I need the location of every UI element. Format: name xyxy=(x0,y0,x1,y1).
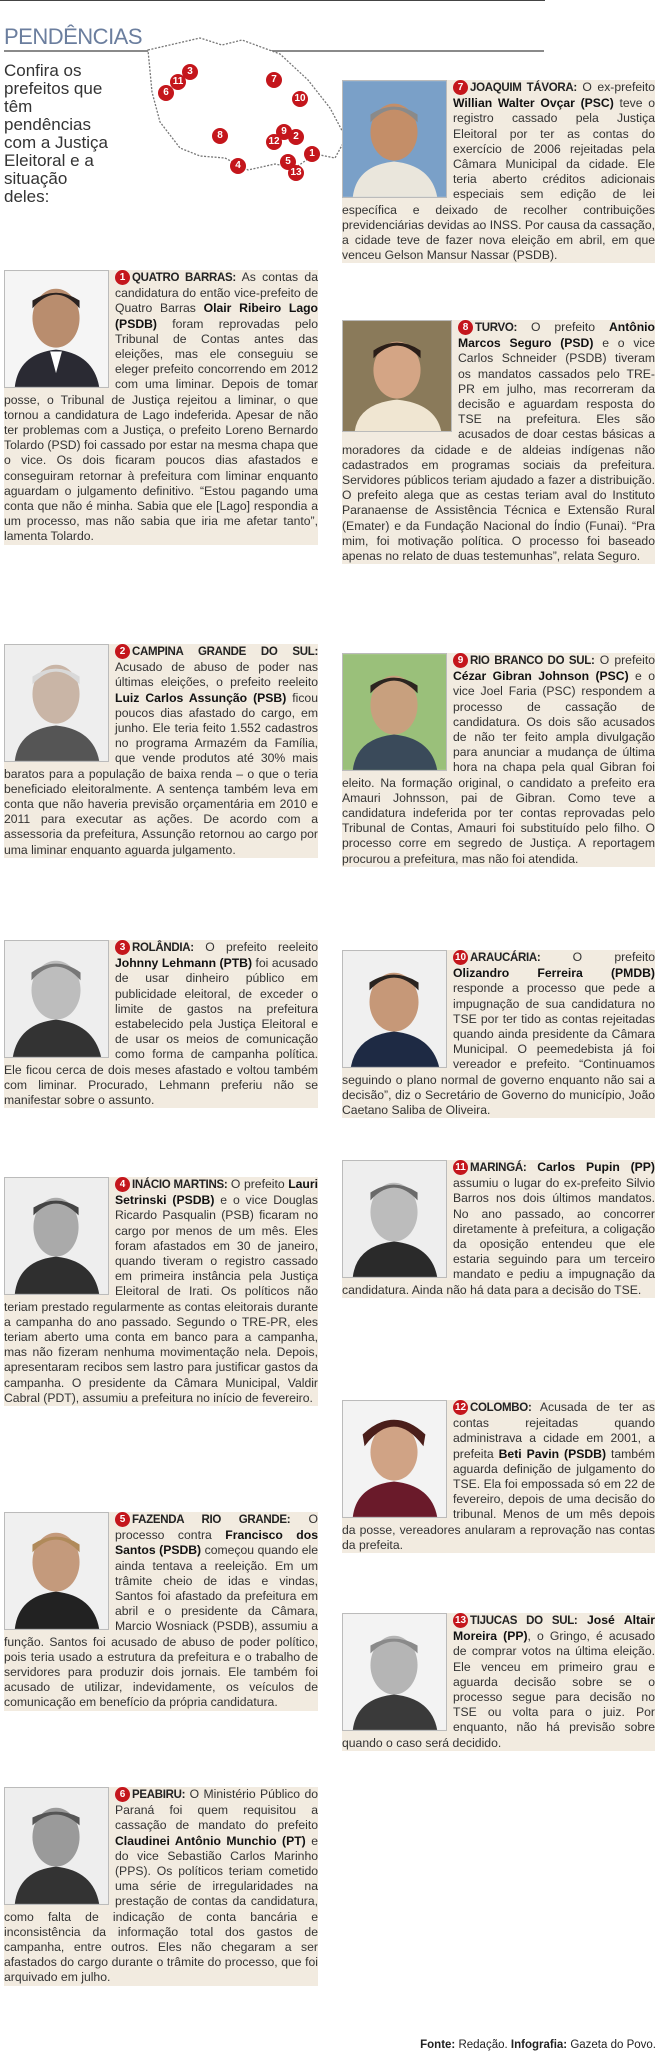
text-before: O prefeito reeleito xyxy=(205,940,318,954)
text-after: ficou poucos dias afastado do cargo, em junho. Ele teria feito 1.552 cadastros no programa Armazém da Família, que vende produtos até 30% mais baratos para a população de baixa renda – o que o teria beneficiado eleitoralmente. A sentença também leva em conta que não haveria previsão orçamentária em 2010 e 2011 para executar as ações. De acordo com a assessoria da prefeitura, Assunção retornou ao cargo por uma liminar enquanto aguarda julgamento. xyxy=(4,690,318,857)
map-pin-6: 6 xyxy=(158,85,174,101)
badge-number: 4 xyxy=(115,1177,130,1192)
badge-number: 6 xyxy=(115,1787,130,1802)
mayor-name: Willian Walter Ovçar (PSC) xyxy=(453,96,614,111)
card-9 xyxy=(342,653,655,867)
city-label: ARAUCÁRIA: xyxy=(470,952,541,964)
text-before: O processo contra xyxy=(115,1512,318,1543)
source-label: Fonte: xyxy=(420,2039,456,2051)
badge-number: 8 xyxy=(458,320,473,335)
portrait-photo xyxy=(4,270,109,388)
text-before: O prefeito xyxy=(531,320,609,334)
map-pin-10: 10 xyxy=(292,91,308,107)
text-before: O prefeito xyxy=(572,950,655,964)
text-after: , o Gringo, é acusado de comprar votos na última eleição. Ele venceu em primeiro grau e aguarda decisão sobre se o processo segue para decisão no TSE ou volta para o juiz. Por enquanto, não há previsão sobre quando o caso será decidido. xyxy=(342,1629,655,1750)
city-label: ROLÂNDIA: xyxy=(132,942,194,954)
card-8 xyxy=(342,320,655,564)
mayor-name: Beti Pavin (PSDB) xyxy=(498,1446,607,1461)
text-after: e o vice Joel Faria (PSC) respondem a processo de cassação de candidatura. Os dois são acusados de não ter feito ampla divulgação para anunciar a mudança de última hora na chapa pela qual Gibran foi eleito. Na formação original, o candidato a prefeito era Amauri Johnsson, pai de Gibran. Como teve a candidatura indeferida por ter contas reprovadas pelo Tribunal de Contas, Amauri foi substituído pelo filho. O processo corre em segredo de Justiça. A reportagem procurou a prefeitura, mas não foi atendida. xyxy=(342,669,655,866)
text-before: Acusada de ter as contas rejeitadas quando administrava a cidade em 2001, a prefeita xyxy=(453,1400,655,1461)
portrait-photo xyxy=(342,1400,447,1518)
mayor-name: Olair Ribeiro Lago (PSDB) xyxy=(115,301,318,331)
text-before: O ex-prefeito xyxy=(582,80,655,94)
card-3 xyxy=(4,940,318,1108)
card-2 xyxy=(4,644,318,858)
mayor-name: José Altair Moreira (PP) xyxy=(453,1613,655,1644)
map-pin-12: 12 xyxy=(266,134,282,150)
mayor-name: Antônio Marcos Seguro (PSD) xyxy=(458,320,655,351)
text-after: teve o registro cassado pela Justiça Eleitoral por ter as contas do exercício de 2006 rejeitadas pela Câmara Municipal da cidade. Ele teria aberto créditos adicionais especiais sem edição de lei específica e deixado de recolher contribuições previdenciárias devidas ao INSS. Por causa da cassação, a cidade teve de fazer nova eleição em abril, em que venceu Gelson Mansur Nassar (PSDB). xyxy=(342,96,655,263)
text-after: foi acusado de usar dinheiro público em publicidade eleitoral, de exceder o limite de gastos na prefeitura estabelecido pela Justiça Eleitoral e de usar os meios de comunicação como forma de campanha política. Ele ficou cerca de dois meses afastado e voltou também com liminar. Procurado, Lehmann preferiu não se manifestar sobre o assunto. xyxy=(4,956,318,1108)
card-5 xyxy=(4,1512,318,1711)
card-11 xyxy=(342,1160,655,1298)
map-pin-7: 7 xyxy=(266,72,282,88)
mayor-name: Luiz Carlos Assunção (PSB) xyxy=(115,690,287,705)
city-label: TURVO: xyxy=(475,322,518,334)
portrait-photo xyxy=(342,80,447,198)
text-before: O Ministério Público do Paraná foi quem requisitou a cassação de mandato do prefeito xyxy=(115,1787,318,1833)
map-pin-4: 4 xyxy=(230,158,246,174)
card-13 xyxy=(342,1613,655,1751)
portrait-photo xyxy=(4,1512,109,1630)
portrait-photo xyxy=(342,1613,447,1731)
text-after: responde a processo que pede a impugnação de sua candidatura no TSE por ter tido as contas rejeitadas quando ainda presidente da Câmara Municipal. O peemedebista já foi vereador e prefeito. “Continuamos seguindo o plano normal de governo enquanto não sai a decisão”, diz o Secretário de Governo do município, João Caetano Saliba de Oliveira. xyxy=(342,981,655,1118)
city-label: RIO BRANCO DO SUL: xyxy=(470,655,595,667)
text-before: O prefeito xyxy=(599,653,655,667)
mayor-name: Claudinei Antônio Munchio (PT) xyxy=(115,1833,306,1848)
card-6 xyxy=(4,1787,318,1986)
card-12 xyxy=(342,1400,655,1553)
city-label: COLOMBO: xyxy=(470,1402,532,1414)
text-after: também aguarda definição de julgamento do TSE. Ela foi empossada só em 22 de fevereiro, depois de uma decisão do tribunal. Menos de um mês depois da posse, vereadores anularam a reprovação nas contas da prefeita. xyxy=(342,1446,656,1552)
badge-number: 7 xyxy=(453,80,468,95)
card-7 xyxy=(342,80,655,263)
portrait-photo xyxy=(342,653,447,771)
text-after: e do vice Sebastião Carlos Marinho (PPS). Os políticos teriam cometido uma série de irregularidades na prestação de contas da candidatura, como falta de indicação de conta bancária e inconsistência da informação total dos gastos de campanha, entre outros. Eles não chegaram a ser afastados do cargo durante o trâmite do processo, que foi arquivado em julho. xyxy=(4,1833,318,1985)
city-label: FAZENDA RIO GRANDE: xyxy=(132,1514,291,1526)
portrait-photo xyxy=(4,940,109,1058)
top-rule xyxy=(0,0,545,1)
infographic-text: Gazeta do Povo. xyxy=(567,2039,656,2051)
mayor-name: Olizandro Ferreira (PMDB) xyxy=(453,966,655,981)
map-pin-2: 2 xyxy=(288,129,304,145)
intro-text: Confira os prefeitos que têm pendências com a Justiça Eleitoral e a situação deles: xyxy=(4,61,108,206)
card-10 xyxy=(342,950,655,1118)
card-1 xyxy=(4,270,318,545)
map-pin-5: 5 xyxy=(280,154,296,170)
text-after: e o vice Carlos Schneider (PSDB) tiveram os mandatos cassados pelo TRE-PR em julho, mas recorreram da decisão e aguardam resposta do TSE na prefeitura. Eles são acusados de doar cestas básicas a moradores da cidade e de aldeias indígenas não cadastrados em programas sociais da prefeitura. Servidores públicos teriam ajudado a fazer a distribuição. O prefeito alega que as cestas teriam aval do Instituto Paranaense de Assistência Técnica e Extensão Rural (Emater) e da Fundação Nacional do Índio (Funai). “Pra mim, foi motivação política. O processo foi baseado apenas no relato de duas testemunhas”, relata Seguro. xyxy=(342,336,656,564)
badge-number: 1 xyxy=(115,270,130,285)
footer-credits xyxy=(420,2039,656,2051)
portrait-photo xyxy=(4,1177,109,1295)
text-before: As contas da candidatura do então vice-prefeito de Quatro Barras xyxy=(115,270,318,316)
city-label: MARINGÁ: xyxy=(470,1162,527,1174)
mayor-name: Johnny Lehmann (PTB) xyxy=(115,956,253,971)
city-label: PEABIRU: xyxy=(132,1789,186,1801)
map-pin-9: 9 xyxy=(276,124,292,140)
portrait-photo xyxy=(4,644,109,762)
infographic-label: Infografia: xyxy=(510,2039,568,2051)
badge-number: 13 xyxy=(454,1615,467,1626)
mayor-name: Francisco dos Santos (PSDB) xyxy=(115,1528,318,1558)
mayor-name: Lauri Setrinski (PSDB) xyxy=(115,1177,318,1208)
mayor-name: Carlos Pupin (PP) xyxy=(537,1160,655,1174)
text-after: começou quando ele ainda tentava a reeleição. Em um trâmite cheio de idas e vindas, Santos foi afastado da prefeitura em abril e o presidente da Câmara, Marcio Wosniack (PSDB), assumiu a função. Santos foi acusado de abuso de poder político, pois teria usado a estrutura da prefeitura e o trabalho de servidores para produzir dois jornais. Ele também foi acusado de utilizar, indevidamente, os veículos de comunicação em benefício da própria candidatura. xyxy=(4,1543,319,1710)
map-pin-8: 8 xyxy=(212,128,228,144)
section-title: PENDÊNCIAS xyxy=(4,24,143,49)
text-after: foram reprovadas pelo Tribunal de Contas antes das eleições, mas ele conseguiu se eleger prefeito concorrendo em 2012 com uma liminar. Depois de tomar posse, o Tribunal de Justiça rejeitou a liminar, o que tornou a candidatura de Lago indeferida. Apesar de não ter problemas com a Justiça, o prefeito Loreno Bernardo Tolardo (PSD) foi cassado por estar na mesma chapa que o vice. Os dois ficaram poucos dias afastados e conseguiram retornar à prefeitura com liminar enquanto aguardam o julgamento definitivo. “Estou pagando uma conta que não é minha. Sabia que ele [Lago] respondia a um processo, mas não sabia que iria me afetar tanto”, lamenta Tolardo. xyxy=(4,316,318,544)
city-label: TIJUCAS DO SUL: xyxy=(470,1615,578,1627)
badge-number: 11 xyxy=(453,1160,468,1175)
map-pin-13: 13 xyxy=(288,165,304,181)
badge-number: 3 xyxy=(115,940,130,955)
map-pin-1: 1 xyxy=(304,146,320,162)
city-label: JOAQUIM TÁVORA: xyxy=(470,82,577,94)
portrait-photo xyxy=(342,1160,447,1278)
mayor-name: Cézar Gibran Johnson (PSC) xyxy=(453,669,629,684)
card-4 xyxy=(4,1177,318,1406)
map-pin-11: 11 xyxy=(170,74,186,90)
text-before: Acusado de abuso de poder nas últimas eleições, o prefeito reeleito xyxy=(115,660,318,690)
parana-map xyxy=(130,30,350,190)
badge-number: 2 xyxy=(115,644,130,659)
portrait-photo xyxy=(4,1787,109,1905)
text-after: e o vice Douglas Ricardo Pasqualin (PSB) ficaram no cargo por menos de um mês. Eles foram afastados em 30 de janeiro, quando tiveram o registro cassado em primeira instância pela Justiça Eleitoral de Irati. Os políticos não teriam prestado regularmente as contas eleitorais durante a campanha do ano passado. Segundo o TRE-PR, eles teriam aberto uma conta em banco para a campanha, mas não fizeram nenhuma movimentação nela. Depois, apresentaram recibos sem lastro para justificar gastos da campanha. O presidente da Câmara Municipal, Valdir Cabral (PDT), assumiu a prefeitura no início de fevereiro. xyxy=(4,1193,318,1405)
city-label: CAMPINA GRANDE DO SUL: xyxy=(132,646,318,658)
badge-number: 10 xyxy=(454,952,467,963)
portrait-photo xyxy=(342,320,452,432)
badge-number: 12 xyxy=(454,1402,467,1413)
text-before: O prefeito xyxy=(230,1177,289,1191)
city-label: QUATRO BARRAS: xyxy=(132,272,236,284)
map-pin-3: 3 xyxy=(182,64,198,80)
source-text: Redação. xyxy=(455,2039,511,2051)
text-after: assumiu o lugar do ex-prefeito Silvio Barros nos dois últimos mandatos. No ano passado, ao concorrer diretamente à prefeitura, a coligação da oposição entendeu que ele estaria seguindo para um terceiro mandato e pediu a impugnação da candidatura. Ainda não há data para a decisão do TSE. xyxy=(342,1176,655,1297)
portrait-photo xyxy=(342,950,447,1068)
city-label: INÁCIO MARTINS: xyxy=(132,1179,228,1191)
badge-number: 5 xyxy=(115,1512,130,1527)
badge-number: 9 xyxy=(453,653,468,668)
